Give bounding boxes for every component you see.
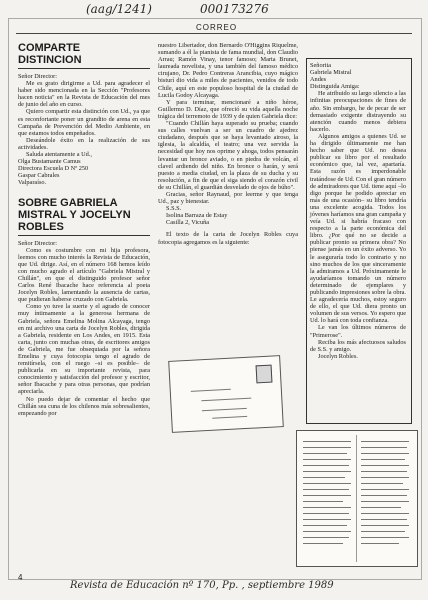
- letter1-salutation: Señor Director:: [18, 73, 57, 80]
- handwriting-line: [303, 453, 347, 454]
- section-label: CORREO: [196, 23, 238, 32]
- handwriting-line: [361, 477, 409, 478]
- letter3-paragraph: Le van los últimos números de "Primerose".: [310, 324, 406, 339]
- letter2-title-line3: ROBLES: [18, 220, 64, 233]
- letter2-signature: Casilla 2, Vicuña: [166, 219, 210, 227]
- handwriting-line: [303, 441, 351, 442]
- handwriting-line: [303, 483, 351, 484]
- letter3-header: Andes: [310, 76, 327, 84]
- handwriting-line: [303, 459, 351, 460]
- handwriting-line: [361, 495, 407, 496]
- letter3-header: Gabriela Mistral: [310, 69, 352, 77]
- handwriting-line: [303, 477, 345, 478]
- letter3-paragraph: He atribuido su largo silencio a las infinitas preocupaciones de fines de año. Sin embargo, he de pecar de ser demasiado exigente distrayendo su atención cuando menos debiera hacerlo.: [310, 90, 406, 133]
- handwriting-line: [303, 465, 349, 466]
- handwriting-line: [361, 441, 409, 442]
- handwriting-line: [361, 537, 409, 538]
- handwriting-line: [361, 489, 409, 490]
- handwriting-line: [361, 459, 405, 460]
- handwriting-line: [303, 543, 343, 544]
- letter1-paragraph: Me es grato dirigirme a Ud. para agradecer el haber sido mencionada en la Sección "Profesores hacen noticia" en la Revista de Educación del mes de junio del año en curso.: [18, 80, 150, 109]
- handwriting-line: [191, 389, 231, 392]
- letter1-paragraph: Deseándole éxito en la realización de sus actividades.: [18, 136, 150, 151]
- handwriting-line: [361, 471, 407, 472]
- letter2-paragraph: Como es costumbre con mi hija profesora, leemos con mucho interés la Revista de Educación, que Ud. dirige. Así, en el número 168 hemos leído con mucho agrado el artículo "Gabriela Mistral y Chillán", en que el distinguido profesor señor Carlos René Ibacache hace referencia al poeta Jocelyn Robles, lamentando la ausencia de cartas, que pudieran haberse cruzado con Gabriela.: [18, 246, 150, 304]
- handwriting-line: [361, 525, 409, 526]
- column-2: [158, 42, 298, 246]
- handwriting-line: [361, 465, 409, 466]
- letter2-paragraph: No puedo dejar de comentar el hecho que Chillán sea cuna de los chilenos más sobresalientes, empezando por: [18, 395, 150, 417]
- page-number: 4: [18, 573, 23, 582]
- editor-note: El texto de la carta de Jocelyn Robles cuya fotocopia agregamos es la siguiente:: [158, 231, 298, 246]
- letter2-paragraph: Y para terminar, mencionaré a niño héroe, Guillermo D. Díaz, que ofreció su vida aquella noche trágica del terremoto de 1939 y de quien Gabriela dice:: [158, 98, 298, 120]
- letter3-salutation: Distinguida Amiga:: [310, 83, 360, 91]
- manuscript-letter-image: [296, 430, 418, 567]
- handwriting-line: [303, 471, 351, 472]
- handwriting-line: [303, 531, 351, 532]
- letter2-signature: Isolina Barraza de Estay: [166, 212, 228, 220]
- handwriting-line: [361, 447, 407, 448]
- handwriting-line: [303, 489, 349, 490]
- handwriting-line: [201, 398, 251, 402]
- handwriting-line: [303, 537, 349, 538]
- handwriting-line: [361, 501, 409, 502]
- handwriting-line: [303, 513, 349, 514]
- envelope-image: [168, 355, 284, 433]
- handwriting-line: [361, 513, 409, 514]
- letter1-title-line1: COMPARTE: [18, 42, 81, 54]
- letter1-title-line2: DISTINCION: [18, 54, 82, 66]
- column-3: [310, 62, 406, 360]
- handwriting-line: [303, 525, 347, 526]
- handwriting-line: [212, 416, 247, 419]
- letter2-title-line1: SOBRE GABRIELA: [18, 196, 118, 209]
- letter1-signature: Olga Bustamante Camus: [18, 158, 81, 166]
- handwriting-line: [361, 543, 399, 544]
- column-1: [18, 42, 150, 417]
- letter3-paragraph: Algunos amigos a quienes Ud. se ha dirigido últimamente me han hecho saber que Ud. no desea publicar su libro por el resultado económico que, tal vez, apartaría. Esta razón es imperdonable tratándose de Ud. Con el gran número de admiradores que Ud. tiene aquí –lo digo porque he podido apreciar en más de una ocasión– su libro tendría una excelente acogida. Todos los jóvenes haríamos una gran campaña y veía Ud. si habría fracaso con respecto a la parte económica del libro. ¿Por qué no se decide a publicar pronto su primera obra? No piense jamás en un éxito adverso. Yo le aseguraría todo lo contrario y no sino muchos de los que sinceramente la admiramos a Ud. Próximamente le ayudaríamos tomando un número determinado de ejemplares y publicando impresiones sobre la obra. Le agradecería muchos, estoy seguro de ello, el que Ud. diera pronto un volumen de sus versos. Yo espero que Ud. lo hará con toda confianza.: [310, 132, 406, 325]
- handwriting-line: [303, 519, 351, 520]
- handwriting-line: [303, 447, 351, 448]
- header-rule: [16, 33, 412, 34]
- handwriting-line: [202, 408, 247, 411]
- handwriting-line: [303, 495, 351, 496]
- handwriting-line: [361, 453, 409, 454]
- letter2-paragraph: Como yo tuve la suerte y el agrado de conocer muy íntimamente a la generosa hermana de Gabriela, señora Emelina Molina Alcayaga, tengo en mi archivo una carta de Jocelyn Robles, dirigida a Gabriela, residente en Los Andes, en 1915. Esta carta, junto con muchas otras, de escritores amigos de Gabriela, me fue obsequiada por la señora Emelina y cuya fotocopia tengo el agrado de remitírsela, con el ruego –si es posible– de publicarla en su importante revista, para conocimiento y satisfacción del profesor y escritor, señor Ibacache y para otras personas, que podrían apreciarla.: [18, 303, 150, 396]
- letter2-paragraph: nuestro Libertador, don Bernardo O'Higgins Riquelme, sumando a él la pianista de fama mundial, don Claudio Arrau; Ramón Vinay, tenor famoso; Marta Brunet, laureada novelista, y una también del famoso médico cirujano, Dr. Pedro Contreras Arancibia, cuyo mágico bisturí dio vida a miles de pacientes, venidos de todo Chile, aquí en este populoso hospital de la ciudad de Lucila Godoy Alcayaga.: [158, 42, 298, 99]
- letter1-signature: Gaspar Cabrales: [18, 172, 60, 180]
- handwriting-line: [361, 531, 405, 532]
- letter1-signature: Directora Escuela D Nº 250: [18, 165, 89, 173]
- title-rule: [18, 68, 150, 69]
- handwritten-reference: (aag/1241): [86, 2, 152, 16]
- postage-stamp: [256, 365, 273, 384]
- handwritten-source-note: Revista de Educación nº 170, Pp. , septiembre 1989: [70, 580, 334, 591]
- letter2-salutation: Señor Director:: [18, 239, 57, 247]
- handwriting-line: [361, 519, 407, 520]
- letter3-signature: Jocelyn Robles.: [318, 352, 358, 360]
- handwriting-line: [303, 507, 351, 508]
- handwriting-line: [361, 483, 403, 484]
- letter3-paragraph: Reciba los más afectuosos saludos de S.S. y amigo.: [310, 338, 406, 353]
- document-number: 000173276: [200, 2, 269, 16]
- handwriting-line: [361, 507, 401, 508]
- letter2-quote: "Cuando Chillán haya superado su prueba; cuando sus calles vuelvan a ser un cuadro de ajedrez ciudadano, después que se haya levantado airoso, la iglesia, la alcaldía, el teatro; una vez servida la necesidad que hoy nos oprime y ahoga, todos pensarán levantar un bronce aviado, o en piedra de volcán, el clavel ardiendo del niño. En bronce o harán, y será puesto a media ciudad, en la plaza de su ducha y su resolución, a fin de que el siga siendo el corazón civil de su Chillán, el guardián desvelado de ojos de búho".: [158, 120, 298, 191]
- letter2-paragraph: Gracias, señor Raynaud, por leerme y que tenga Ud., paz y bienestar.: [158, 190, 298, 206]
- letter2-title-line2: MISTRAL Y JOCELYN: [18, 208, 131, 221]
- letter1-signature: Valparaíso.: [18, 179, 47, 187]
- title-rule: [18, 235, 150, 236]
- letter2-signature: S.S.S.: [166, 205, 182, 213]
- letter3-header: Señorita: [310, 62, 331, 69]
- handwriting-line: [303, 501, 343, 502]
- letter1-paragraph: Quiero compartir esta distinción con Ud., ya que es reconfortante poner un grandito de arena en esta Campaña de Prevención del Medio Ambiente, en que estamos todos empeñados.: [18, 108, 150, 137]
- letter1-closing: Saluda atentamente a Ud.,: [26, 151, 92, 159]
- page-fold: [356, 435, 357, 562]
